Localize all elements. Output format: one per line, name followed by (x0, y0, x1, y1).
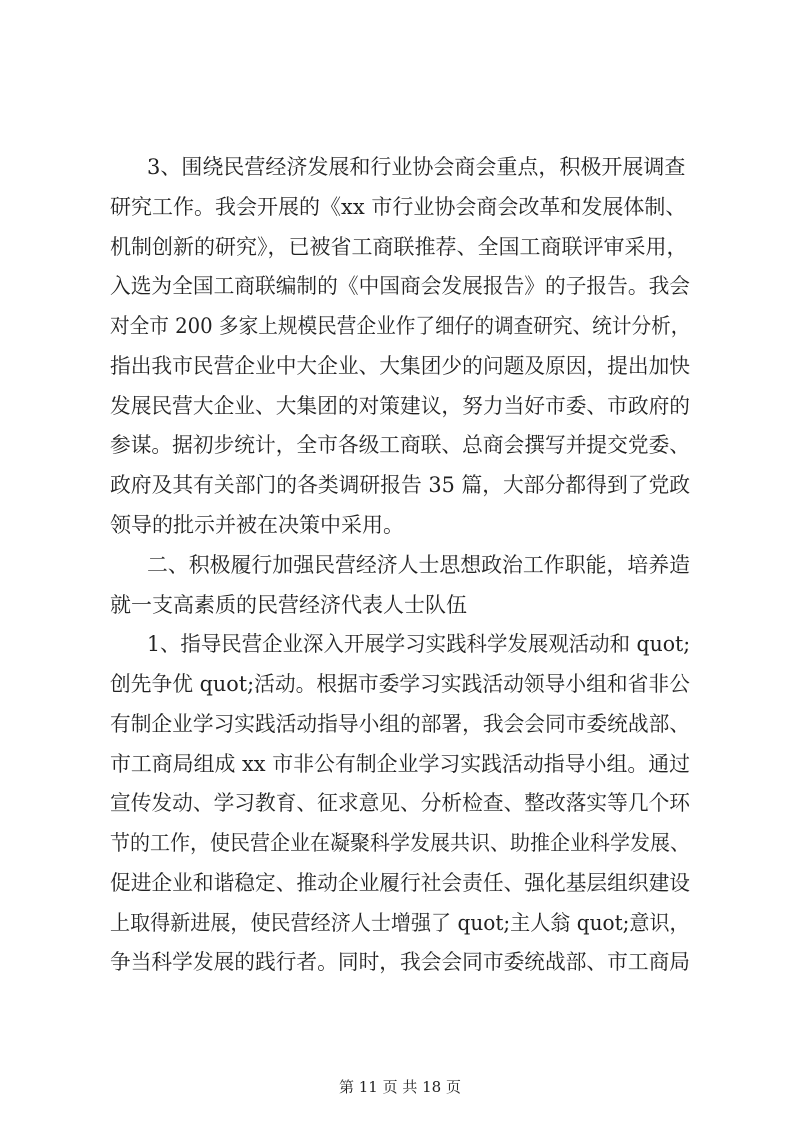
paragraph-3-line: 领导的批示并被在决策中采用。 (110, 513, 404, 537)
section-2-heading-line: 就一支高素质的民营经济代表人士队伍 (110, 593, 467, 617)
paragraph-3-line: 对全市 200 多家上规模民营企业作了细仔的调查研究、统计分析， (110, 314, 691, 338)
paragraph-3-line: 发展民营大企业、大集团的对策建议，努力当好市委、市政府的 (110, 394, 691, 418)
paragraph-3-line: 政府及其有关部门的各类调研报告 35 篇，大部分都得到了党政 (110, 473, 691, 497)
paragraph-3-line: 指出我市民营企业中大企业、大集团少的问题及原因，提出加快 (110, 354, 691, 378)
paragraph-1-line: 宣传发动、学习教育、征求意见、分析检查、整改落实等几个环 (110, 791, 691, 815)
paragraph-1-guidance-line: 1、指导民营企业深入开展学习实践科学发展观活动和 quot; (147, 632, 691, 656)
paragraph-1-line: 节的工作，使民营企业在凝聚科学发展共识、助推企业科学发展、 (110, 831, 691, 855)
paragraph-1-line: 上取得新进展，使民营经济人士增强了 quot;主人翁 quot;意识， (110, 911, 690, 935)
page-number-footer: 第 11 页 共 18 页 (338, 1078, 461, 1096)
paragraph-1-line: 创先争优 quot;活动。根据市委学习实践活动领导小组和省非公 (110, 672, 690, 696)
paragraph-3-research-line: 3、围绕民营经济发展和行业协会商会重点，积极开展调查 (147, 155, 686, 179)
paragraph-3-line: 研究工作。我会开展的《xx 市行业协会商会改革和发展体制、 (110, 195, 687, 219)
section-2-heading-line: 二、积极履行加强民营经济人士思想政治工作职能，培养造 (147, 553, 690, 577)
paragraph-1-line: 市工商局组成 xx 市非公有制企业学习实践活动指导小组。通过 (110, 752, 691, 776)
paragraph-1-line: 促进企业和谐稳定、推动企业履行社会责任、强化基层组织建设 (110, 871, 691, 895)
paragraph-3-line: 机制创新的研究》，已被省工商联推荐、全国工商联评审采用， (110, 235, 688, 259)
paragraph-3-line: 入选为全国工商联编制的《中国商会发展报告》的子报告。我会 (110, 274, 691, 298)
paragraph-3-line: 参谋。据初步统计，全市各级工商联、总商会撰写并提交党委、 (110, 433, 691, 457)
paragraph-1-line: 有制企业学习实践活动指导小组的部署，我会会同市委统战部、 (110, 712, 691, 736)
paragraph-1-line: 争当科学发展的践行者。同时，我会会同市委统战部、市工商局 (110, 950, 691, 974)
